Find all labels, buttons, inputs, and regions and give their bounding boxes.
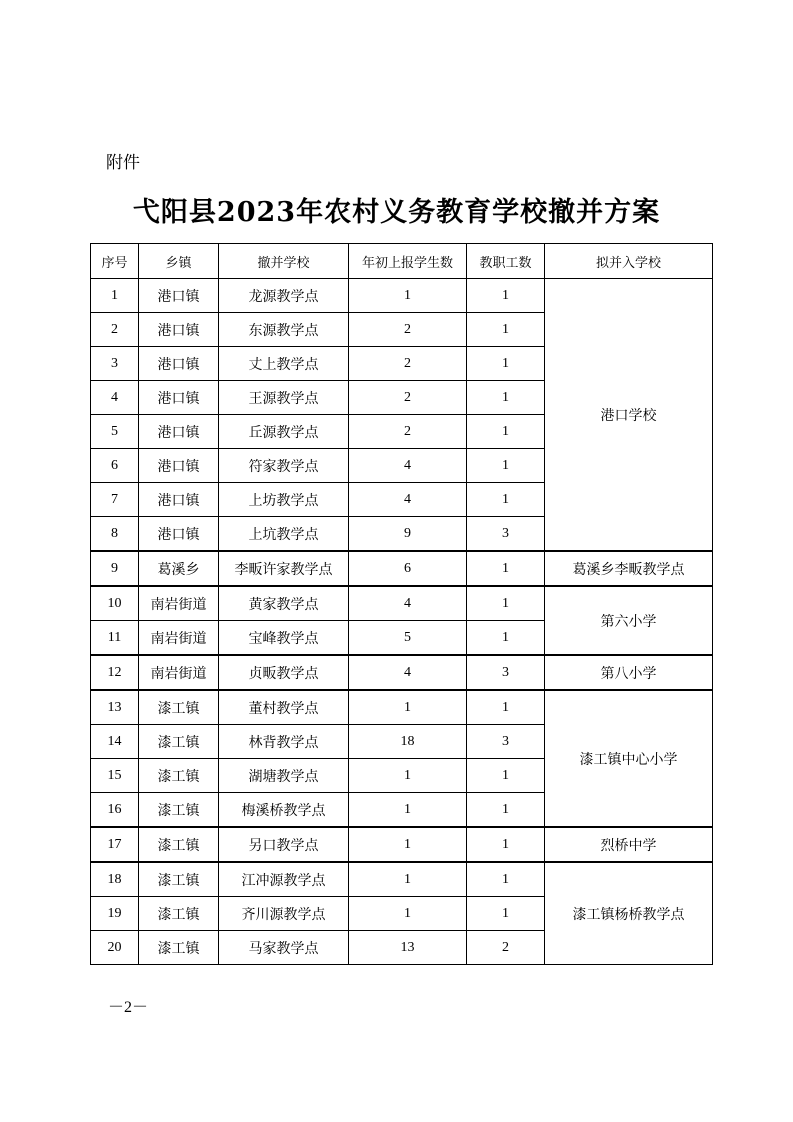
staff-cell: 1	[467, 586, 545, 621]
seq-cell: 13	[91, 690, 139, 725]
table-row	[91, 862, 713, 897]
school-cell: 王源教学点	[219, 381, 349, 415]
town-cell: 南岩街道	[139, 586, 219, 621]
target-school-cell: 葛溪乡李畈教学点	[545, 551, 713, 586]
target-school-cell: 第八小学	[545, 655, 713, 690]
school-cell: 湖塘教学点	[219, 759, 349, 793]
school-cell: 丘源教学点	[219, 415, 349, 449]
students-cell: 1	[349, 897, 467, 931]
students-cell: 1	[349, 827, 467, 862]
town-cell: 漆工镇	[139, 897, 219, 931]
table-row	[91, 827, 713, 862]
target-school-cell: 漆工镇中心小学	[545, 690, 713, 827]
town-cell: 漆工镇	[139, 931, 219, 965]
staff-cell: 3	[467, 725, 545, 759]
staff-cell: 1	[467, 279, 545, 313]
seq-cell: 8	[91, 517, 139, 552]
table-row	[91, 586, 713, 621]
merge-plan-table	[90, 243, 713, 965]
school-cell: 宝峰教学点	[219, 621, 349, 656]
table-row	[91, 655, 713, 690]
town-cell: 漆工镇	[139, 690, 219, 725]
staff-cell: 1	[467, 313, 545, 347]
header-town: 乡镇	[139, 244, 219, 279]
school-cell: 马家教学点	[219, 931, 349, 965]
seq-cell: 6	[91, 449, 139, 483]
seq-cell: 9	[91, 551, 139, 586]
town-cell: 港口镇	[139, 415, 219, 449]
seq-cell: 16	[91, 793, 139, 828]
table-row	[91, 279, 713, 313]
staff-cell: 1	[467, 415, 545, 449]
town-cell: 漆工镇	[139, 725, 219, 759]
town-cell: 漆工镇	[139, 827, 219, 862]
students-cell: 18	[349, 725, 467, 759]
school-cell: 另口教学点	[219, 827, 349, 862]
seq-cell: 18	[91, 862, 139, 897]
seq-cell: 20	[91, 931, 139, 965]
seq-cell: 2	[91, 313, 139, 347]
seq-cell: 12	[91, 655, 139, 690]
target-school-cell: 烈桥中学	[545, 827, 713, 862]
students-cell: 2	[349, 381, 467, 415]
staff-cell: 1	[467, 793, 545, 828]
attachment-label: 附件	[106, 153, 140, 173]
students-cell: 9	[349, 517, 467, 552]
school-cell: 黄家教学点	[219, 586, 349, 621]
school-cell: 贞畈教学点	[219, 655, 349, 690]
students-cell: 1	[349, 759, 467, 793]
table-header-row	[91, 244, 713, 279]
students-cell: 5	[349, 621, 467, 656]
staff-cell: 1	[467, 381, 545, 415]
table-body	[91, 279, 713, 965]
target-school-cell: 漆工镇杨桥教学点	[545, 862, 713, 965]
staff-cell: 1	[467, 690, 545, 725]
town-cell: 港口镇	[139, 483, 219, 517]
header-staff: 教职工数	[467, 244, 545, 279]
staff-cell: 1	[467, 483, 545, 517]
seq-cell: 14	[91, 725, 139, 759]
staff-cell: 1	[467, 897, 545, 931]
school-cell: 李畈许家教学点	[219, 551, 349, 586]
staff-cell: 1	[467, 621, 545, 656]
town-cell: 葛溪乡	[139, 551, 219, 586]
seq-cell: 10	[91, 586, 139, 621]
seq-cell: 4	[91, 381, 139, 415]
staff-cell: 1	[467, 347, 545, 381]
town-cell: 漆工镇	[139, 793, 219, 828]
table-row	[91, 551, 713, 586]
school-cell: 丈上教学点	[219, 347, 349, 381]
town-cell: 漆工镇	[139, 862, 219, 897]
school-cell: 董村教学点	[219, 690, 349, 725]
seq-cell: 15	[91, 759, 139, 793]
school-cell: 东源教学点	[219, 313, 349, 347]
seq-cell: 7	[91, 483, 139, 517]
students-cell: 1	[349, 793, 467, 828]
staff-cell: 2	[467, 931, 545, 965]
students-cell: 4	[349, 655, 467, 690]
town-cell: 港口镇	[139, 279, 219, 313]
students-cell: 1	[349, 862, 467, 897]
school-cell: 上坊教学点	[219, 483, 349, 517]
header-students: 年初上报学生数	[349, 244, 467, 279]
school-cell: 上坑教学点	[219, 517, 349, 552]
target-school-cell: 港口学校	[545, 279, 713, 552]
students-cell: 2	[349, 415, 467, 449]
school-cell: 江冲源教学点	[219, 862, 349, 897]
town-cell: 漆工镇	[139, 759, 219, 793]
students-cell: 13	[349, 931, 467, 965]
header-school: 撤并学校	[219, 244, 349, 279]
staff-cell: 1	[467, 759, 545, 793]
town-cell: 南岩街道	[139, 621, 219, 656]
town-cell: 南岩街道	[139, 655, 219, 690]
school-cell: 林背教学点	[219, 725, 349, 759]
header-target-school: 拟并入学校	[545, 244, 713, 279]
students-cell: 4	[349, 586, 467, 621]
students-cell: 6	[349, 551, 467, 586]
seq-cell: 3	[91, 347, 139, 381]
staff-cell: 3	[467, 517, 545, 552]
town-cell: 港口镇	[139, 347, 219, 381]
town-cell: 港口镇	[139, 517, 219, 552]
seq-cell: 17	[91, 827, 139, 862]
staff-cell: 1	[467, 449, 545, 483]
students-cell: 1	[349, 279, 467, 313]
town-cell: 港口镇	[139, 449, 219, 483]
seq-cell: 5	[91, 415, 139, 449]
target-school-cell: 第六小学	[545, 586, 713, 655]
staff-cell: 1	[467, 551, 545, 586]
school-cell: 齐川源教学点	[219, 897, 349, 931]
students-cell: 2	[349, 347, 467, 381]
students-cell: 1	[349, 690, 467, 725]
staff-cell: 1	[467, 827, 545, 862]
town-cell: 港口镇	[139, 313, 219, 347]
document-title: 弋阳县2023年农村义务教育学校撤并方案	[132, 197, 661, 228]
table-row	[91, 690, 713, 725]
students-cell: 4	[349, 483, 467, 517]
school-cell: 龙源教学点	[219, 279, 349, 313]
staff-cell: 1	[467, 862, 545, 897]
header-seq: 序号	[91, 244, 139, 279]
school-cell: 符家教学点	[219, 449, 349, 483]
seq-cell: 19	[91, 897, 139, 931]
school-cell: 梅溪桥教学点	[219, 793, 349, 828]
seq-cell: 1	[91, 279, 139, 313]
page-number: －2－	[108, 999, 149, 1016]
staff-cell: 3	[467, 655, 545, 690]
students-cell: 2	[349, 313, 467, 347]
town-cell: 港口镇	[139, 381, 219, 415]
seq-cell: 11	[91, 621, 139, 656]
students-cell: 4	[349, 449, 467, 483]
